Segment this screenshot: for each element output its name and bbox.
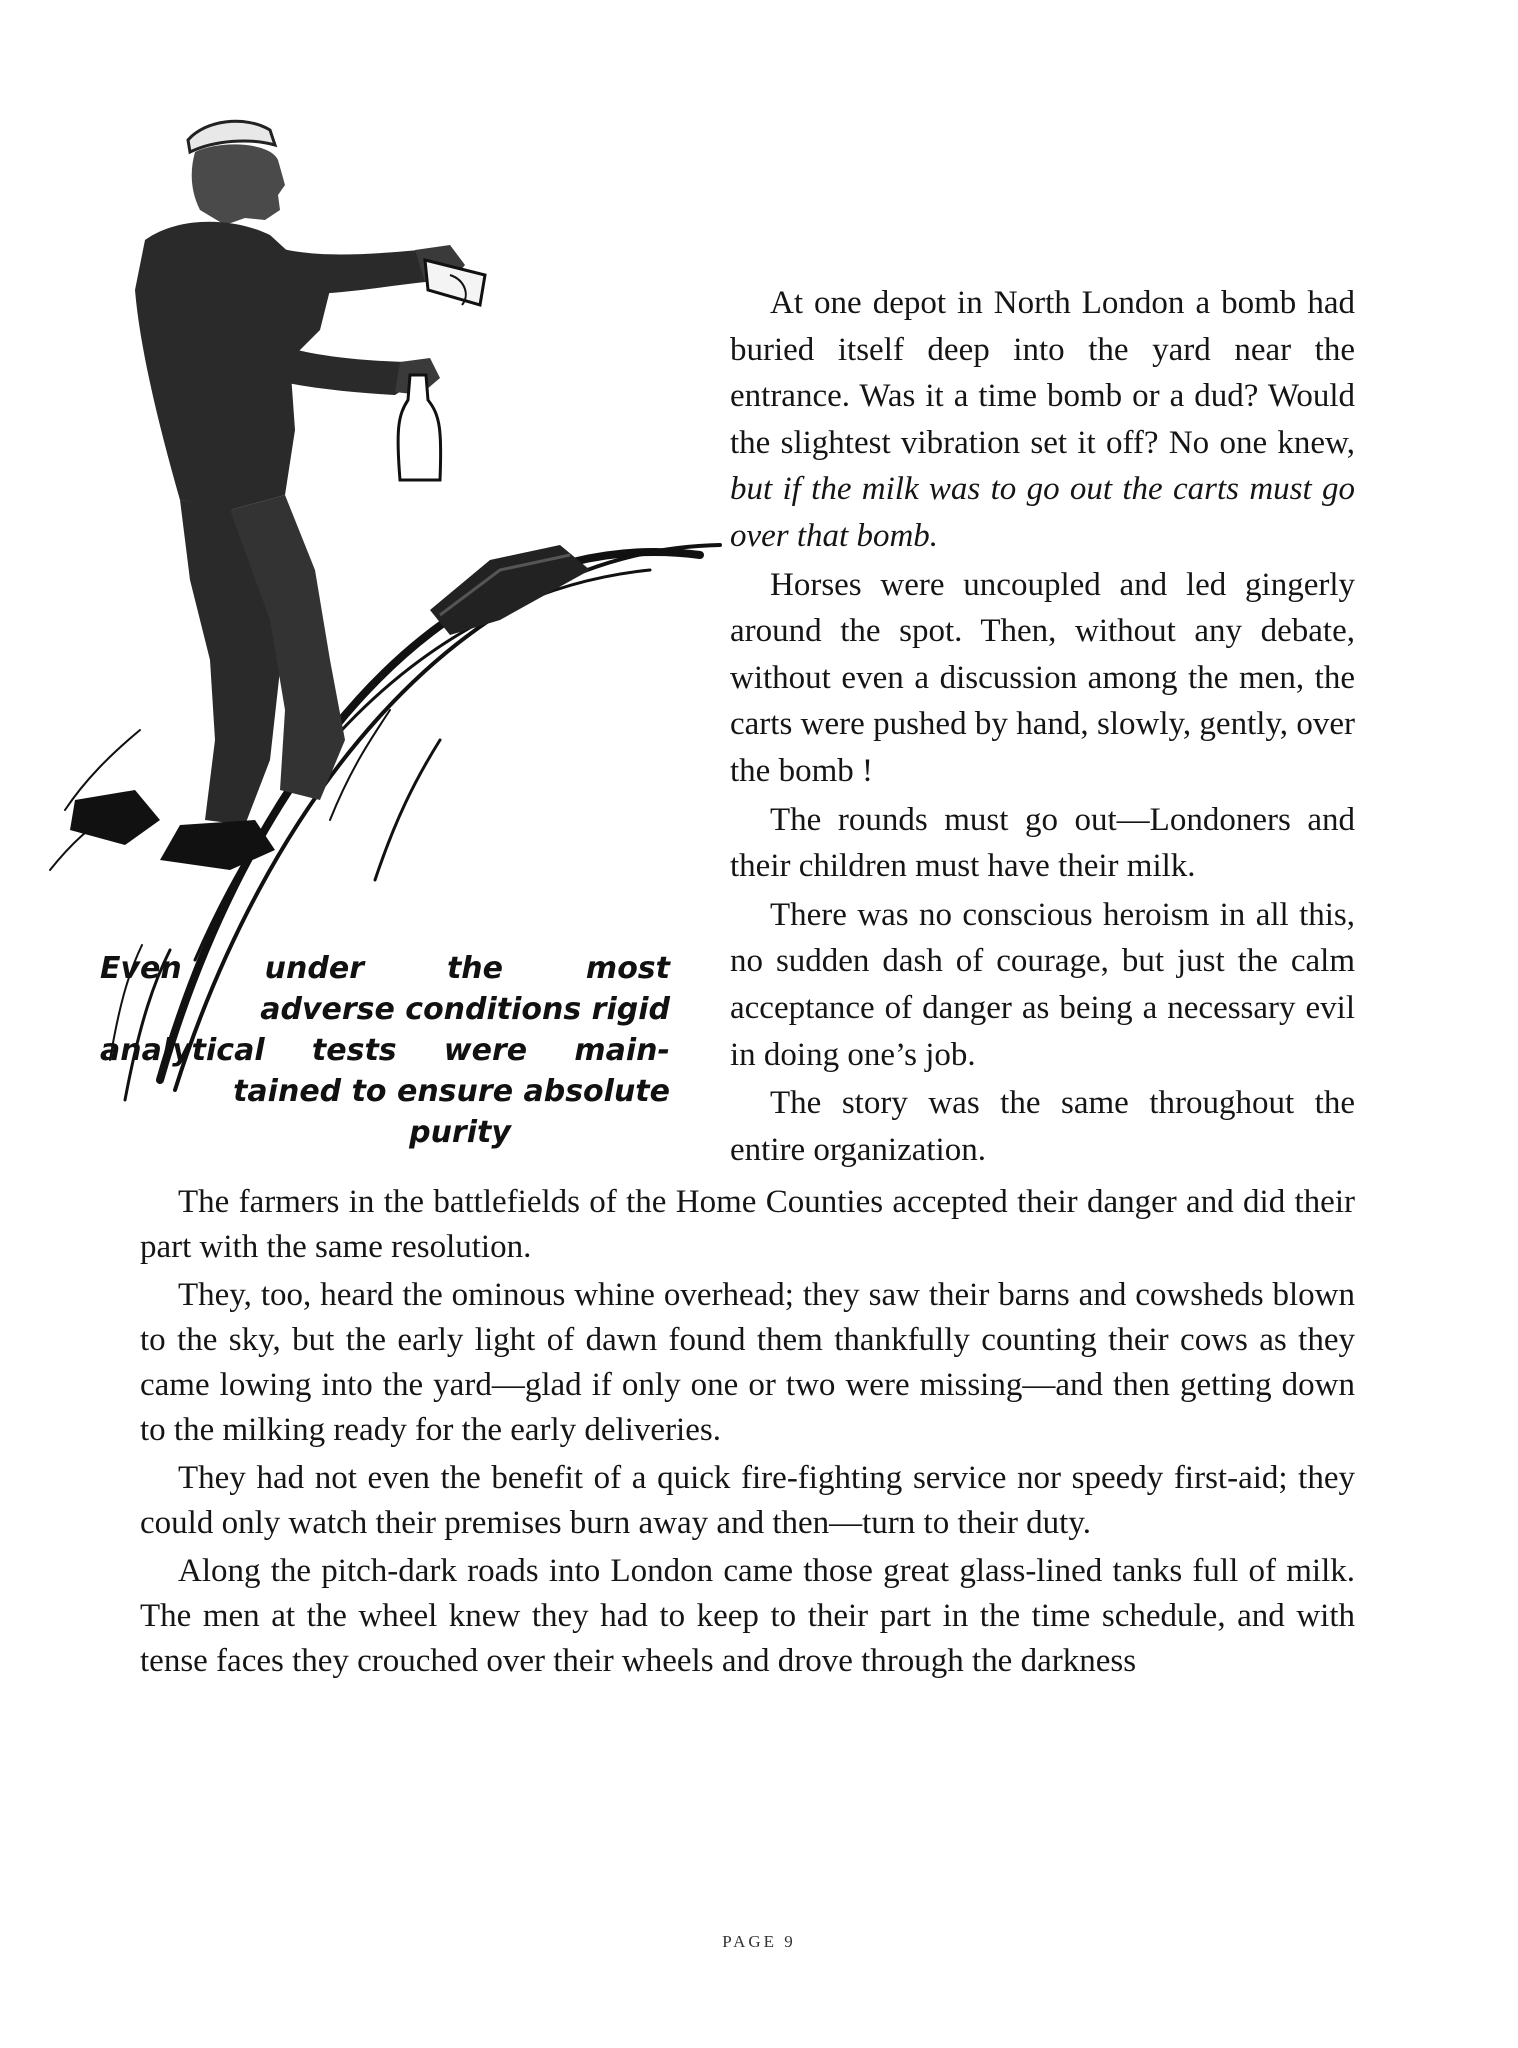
full-width-text — [140, 1180, 1355, 1687]
paragraph: The rounds must go out—Londoners and their children must have their milk. — [730, 801, 1355, 885]
paragraph: The farmers in the battlefields of the Home Counties accepted their danger and did their part with the same resolution. — [140, 1184, 1355, 1265]
caption-line: tained to ensure absolute — [233, 1074, 670, 1109]
paragraph: They, too, heard the ominous whine overhead; they saw their barns and cowsheds blown to the sky, but the early light of dawn found them thankfully counting their cows as they came lowing into the yard—glad if only one or two were missing—and then getting down to the milking ready for the early deliveries. — [140, 1277, 1355, 1448]
caption-line: adverse conditions rigid — [260, 992, 670, 1027]
page-number: PAGE 9 — [722, 1932, 796, 1951]
illustration-caption — [100, 948, 670, 1153]
caption-line: purity — [409, 1115, 511, 1150]
paragraph: There was no conscious heroism in all this, no sudden dash of courage, but just the calm acceptance of danger as being a necessary evil in doing one’s job. — [730, 896, 1355, 1073]
paragraph: Along the pitch-dark roads into London came those great glass-lined tanks full of milk. The men at the wheel knew they had to keep to their part in the time schedule, and with tense faces they crouched over their wheels and drove through the darkness — [140, 1553, 1355, 1679]
paragraph: The story was the same throughout the entire organization. — [730, 1085, 1355, 1168]
right-column-text — [730, 280, 1355, 1175]
paragraph: At one depot in North London a bomb had buried itself deep into the yard near the entrance. Was it a time bomb or a dud? Would the slightest vibration set it off? No one knew, but if the milk was to go out the carts must go over that bomb. — [730, 285, 1355, 554]
caption-line: Even under the most — [100, 951, 670, 986]
paragraph: Horses were uncoupled and led gingerly around the spot. Then, without any debate, without even a discussion among the men, the carts were pushed by hand, slowly, gently, over the bomb ! — [730, 566, 1355, 789]
caption-line: analytical tests were main- — [100, 1033, 670, 1068]
italic-emphasis: but if the milk was to go out the carts must go over that bomb. — [730, 471, 1355, 554]
paragraph: They had not even the benefit of a quick fire-fighting service nor speedy first-aid; they could only watch their premises burn away and then—turn to their duty. — [140, 1460, 1355, 1541]
